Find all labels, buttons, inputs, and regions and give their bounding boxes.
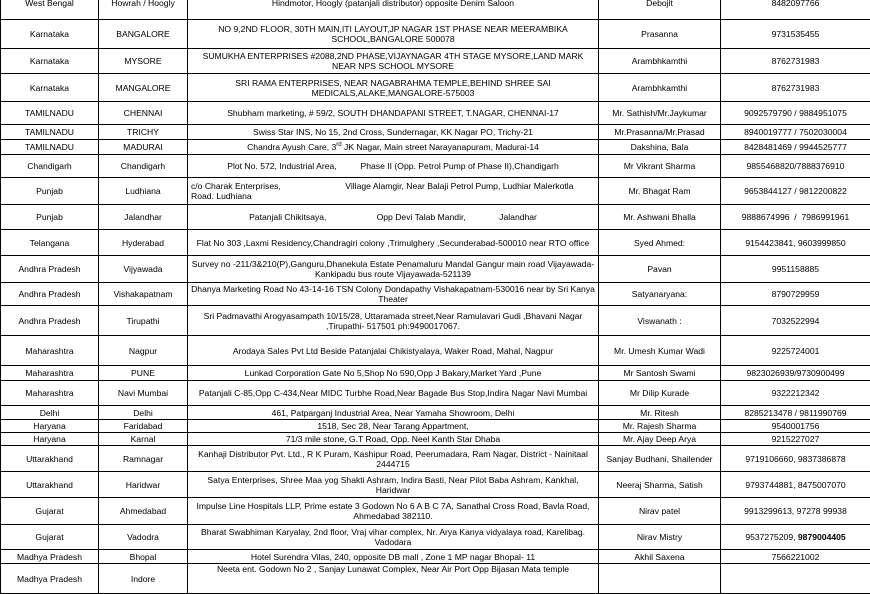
contact-cell: Viswanath : [599, 306, 721, 336]
address-cell: Neeta ent. Godown No 2 , Sanjay Lunawat Complex, Near Air Port Opp Bijasan Mata temple [188, 564, 599, 594]
address-cell: c/o Charak Enterprises, Village Alamgir, Near Balaji Petrol Pump, Ludhiar Malerkotla Road. Ludhiana [188, 178, 599, 205]
city-cell: PUNE [99, 366, 188, 381]
contact-cell: Mr Vikrant Sharma [599, 155, 721, 178]
state-cell: TAMILNADU [1, 102, 99, 125]
contact-cell: Nirav Mistry [599, 525, 721, 550]
address-cell: NO 9,2ND FLOOR, 30TH MAIN,ITI LAYOUT,JP NAGAR 1ST PHASE NEAR MEERAMBIKA SCHOOL,BANGALORE 500078 [188, 20, 599, 49]
table-row [1, 381, 870, 406]
city-cell: MANGALORE [99, 74, 188, 102]
table-row [1, 74, 870, 102]
phone-cell: 9225724001 [721, 336, 870, 366]
contact-cell: Arambhkamthi [599, 74, 721, 102]
address-cell: Flat No 303 ,Laxmi Residency,Chandragiri colony ,Trimulghery ,Secunderabad-500010 near RTO office [188, 230, 599, 256]
address-cell: Survey no -211/3&210(P),Ganguru,Dhanekula Estate Penamaluru Mandal Gangur main road Vijayawada-Kankipadu bus route Vijayawada-521139 [188, 256, 599, 283]
address-text: Chandra Ayush Care, 3 [247, 142, 336, 152]
address-cell: SRI RAMA ENTERPRISES, NEAR NAGABRAHMA TEMPLE,BEHIND SHREE SAI MEDICALS,ALAKE,MANGALORE-575003 [188, 74, 599, 102]
table-row [1, 256, 870, 283]
phone-cell: 7032522994 [721, 306, 870, 336]
contact-cell: Mr. Rajesh Sharma [599, 420, 721, 433]
state-cell: Chandigarh [1, 155, 99, 178]
state-cell: Madhya Pradesh [1, 550, 99, 564]
city-cell: CHENNAI [99, 102, 188, 125]
table-row [1, 49, 870, 74]
phone-text: 9537275209, [745, 532, 798, 542]
state-cell: TAMILNADU [1, 125, 99, 140]
state-cell: Karnataka [1, 20, 99, 49]
contact-cell: Mr. Ashwani Bhalla [599, 205, 721, 230]
state-cell: Delhi [1, 406, 99, 420]
city-cell: Haridwar [99, 472, 188, 498]
address-text: JK Nagar, Main street Narayanapuram, Madurai-14 [342, 142, 539, 152]
phone-cell: 8428481469 / 9944525777 [721, 140, 870, 155]
city-cell: Howrah / Hoogly [99, 0, 188, 20]
state-cell: Telangana [1, 230, 99, 256]
contact-cell: Arambhkamthi [599, 49, 721, 74]
city-cell: MYSORE [99, 49, 188, 74]
contact-cell: Mr Dilip Kurade [599, 381, 721, 406]
phone-cell: 8482097766 [721, 0, 870, 20]
address-cell: Patanjali C-85,Opp C-434,Near MIDC Turbhe Road,Near Bagade Bus Stop,Indira Nagar Navi Mumbai [188, 381, 599, 406]
address-cell: SUMUKHA ENTERPRISES #2088,2ND PHASE,VIJAYNAGAR 4TH STAGE MYSORE,LAND MARK NEAR NPS SCHOOL MYSORE [188, 49, 599, 74]
table-row [1, 230, 870, 256]
address-cell: Arodaya Sales Pvt Ltd Beside Patanjalai Chikistyalaya, Waker Road, Mahal, Nagpur [188, 336, 599, 366]
city-cell: Ahmedabad [99, 498, 188, 525]
phone-cell: 9793744881, 8475007070 [721, 472, 870, 498]
table-row [1, 178, 870, 205]
phone-cell: 9322212342 [721, 381, 870, 406]
table-row [1, 205, 870, 230]
contact-cell: Sanjay Budhani, Shailender [599, 446, 721, 472]
table-row [1, 140, 870, 155]
address-cell: Hindmotor, Hoogly (patanjali distributor) opposite Denim Saloon [188, 0, 599, 20]
city-cell: Ramnagar [99, 446, 188, 472]
contact-cell: Mr. Ritesh [599, 406, 721, 420]
state-cell: Punjab [1, 178, 99, 205]
phone-cell: 9653844127 / 9812200822 [721, 178, 870, 205]
city-cell: Nagpur [99, 336, 188, 366]
state-cell: Uttarakhand [1, 446, 99, 472]
city-cell: Karnal [99, 433, 188, 446]
table-row [1, 564, 870, 594]
address-cell: 71/3 mile stone, G.T Road, Opp. Neel Kanth Star Dhaba [188, 433, 599, 446]
phone-cell: 9913299613, 97278 99938 [721, 498, 870, 525]
contact-cell: Dakshina, Bala [599, 140, 721, 155]
contact-cell: Mr. Bhagat Ram [599, 178, 721, 205]
contact-cell: Pavan [599, 256, 721, 283]
contact-cell: Debojit [599, 0, 721, 20]
table-row [1, 406, 870, 420]
phone-cell: 8285213478 / 9811990769 [721, 406, 870, 420]
city-cell: TRICHY [99, 125, 188, 140]
phone-cell: 9215227027 [721, 433, 870, 446]
contact-cell: Neeraj Sharma, Satish [599, 472, 721, 498]
table-row [1, 525, 870, 550]
table-row [1, 472, 870, 498]
contact-cell: Syed Ahmed: [599, 230, 721, 256]
table-row [1, 336, 870, 366]
table-row [1, 20, 870, 49]
state-cell: Madhya Pradesh [1, 564, 99, 594]
city-cell: Vishakapatnam [99, 283, 188, 306]
contact-cell: Akhil Saxena [599, 550, 721, 564]
city-cell: Tirupathi [99, 306, 188, 336]
table-row [1, 125, 870, 140]
address-cell: 1518, Sec 28, Near Tarang Appartment, [188, 420, 599, 433]
contact-cell: Mr Santosh Swami [599, 366, 721, 381]
state-cell: Punjab [1, 205, 99, 230]
state-cell: Gujarat [1, 498, 99, 525]
address-cell: Shubham marketing, # 59/2, SOUTH DHANDAPANI STREET, T.NAGAR, CHENNAI-17 [188, 102, 599, 125]
city-cell: Chandigarh [99, 155, 188, 178]
contact-cell [599, 564, 721, 594]
phone-cell: 7566221002 [721, 550, 870, 564]
address-cell: Lunkad Corporation Gate No 5,Shop No 590,Opp J Bakary,Market Yard ,Pune [188, 366, 599, 381]
phone-cell: 8940019777 / 7502030004 [721, 125, 870, 140]
city-cell: Navi Mumbai [99, 381, 188, 406]
state-cell: Andhra Pradesh [1, 256, 99, 283]
address-cell: Hotel Surendra Vilas, 240, opposite DB mall , Zone 1 MP nagar Bhopal- 11 [188, 550, 599, 564]
state-cell: TAMILNADU [1, 140, 99, 155]
phone-cell: 9731535455 [721, 20, 870, 49]
phone-cell [721, 564, 870, 594]
address-cell: Swiss Star INS, No 15, 2nd Cross, Sundernagar, KK Nagar PO, Trichy-21 [188, 125, 599, 140]
city-cell: Bhopal [99, 550, 188, 564]
city-cell: BANGALORE [99, 20, 188, 49]
table-row [1, 498, 870, 525]
city-cell: Delhi [99, 406, 188, 420]
phone-text-bold: 9879004405 [798, 532, 846, 542]
phone-cell: 9154423841, 9603999850 [721, 230, 870, 256]
address-cell: Impulse Line Hospitals LLP, Prime estate 3 Godown No 6 A B C 7A, Sanathal Cross Road, Bavla Road, Ahmedabad 382110. [188, 498, 599, 525]
table-row [1, 306, 870, 336]
phone-cell [721, 525, 870, 550]
address-cell: Plot No. 572, Industrial Area, Phase II (Opp. Petrol Pump of Phase II),Chandigarh [188, 155, 599, 178]
phone-cell: 9823026939/9730900499 [721, 366, 870, 381]
address-cell: Dhanya Marketing Road No 43-14-16 TSN Colony Dondapathy Vishakapatnam-530016 near by Sri Kanya Theater [188, 283, 599, 306]
phone-cell: 9092579790 / 9884951075 [721, 102, 870, 125]
address-cell: 461, Patparganj Industrial Area, Near Yamaha Showroom, Delhi [188, 406, 599, 420]
table-row [1, 366, 870, 381]
state-cell: Maharashtra [1, 336, 99, 366]
city-cell: Jalandhar [99, 205, 188, 230]
contact-cell: Mr. Sathish/Mr.Jaykumar [599, 102, 721, 125]
phone-cell: 9540001756 [721, 420, 870, 433]
address-cell: Patanjali Chikitsaya, Opp Devi Talab Mandir, Jalandhar [188, 205, 599, 230]
state-cell: Maharashtra [1, 381, 99, 406]
state-cell: Karnataka [1, 49, 99, 74]
contact-cell: Mr. Umesh Kumar Wadi [599, 336, 721, 366]
state-cell: Gujarat [1, 525, 99, 550]
phone-cell: 9951158885 [721, 256, 870, 283]
phone-cell: 9855468820/7888376910 [721, 155, 870, 178]
phone-cell: 8762731983 [721, 49, 870, 74]
city-cell: Vadodra [99, 525, 188, 550]
table-row [1, 102, 870, 125]
state-cell: Maharashtra [1, 366, 99, 381]
phone-cell: 8790729959 [721, 283, 870, 306]
table-row [1, 283, 870, 306]
state-cell: Andhra Pradesh [1, 283, 99, 306]
state-cell: Andhra Pradesh [1, 306, 99, 336]
table-row [1, 550, 870, 564]
contact-cell: Nirav patel [599, 498, 721, 525]
address-superscript: rd [336, 142, 341, 148]
city-cell: Vijyawada [99, 256, 188, 283]
contact-cell: Mr.Prasanna/Mr.Prasad [599, 125, 721, 140]
address-cell [188, 140, 599, 155]
state-cell: Uttarakhand [1, 472, 99, 498]
address-cell: Sri Padmavathi Arogyasampath 10/15/28, Uttaramada street,Near Ramulavari Gudi ,Bhavani Nagar ,Tirupathi- 517501 ph:9490017067. [188, 306, 599, 336]
city-cell: Ludhiana [99, 178, 188, 205]
city-cell: Hyderabad [99, 230, 188, 256]
phone-cell: 9888674996 / 7986991961 [721, 205, 870, 230]
state-cell: Karnataka [1, 74, 99, 102]
phone-cell: 9719106660, 9837386878 [721, 446, 870, 472]
address-cell: Satya Enterprises, Shree Maa yog Shakti Ashram, Indira Basti, Near Pilot Baba Ashram, Kankhal, Haridwar [188, 472, 599, 498]
state-cell: Haryana [1, 433, 99, 446]
table-row [1, 420, 870, 433]
phone-cell: 8762731983 [721, 74, 870, 102]
address-cell: Kanhaji Distributor Pvt. Ltd., R K Puram, Kashipur Road, Peerumadara, Ram Nagar, District - Nainitaal 2444715 [188, 446, 599, 472]
city-cell: MADURAI [99, 140, 188, 155]
address-cell: Bharat Swabhiman Karyalay, 2nd floor, Vraj vihar complex, Nr. Arya Kanya vidyalaya road, Karelibag. Vadodara [188, 525, 599, 550]
state-cell: Haryana [1, 420, 99, 433]
table-row [1, 433, 870, 446]
state-cell: West Bengal [1, 0, 99, 20]
contact-cell: Mr. Ajay Deep Arya [599, 433, 721, 446]
city-cell: Faridabad [99, 420, 188, 433]
table-row [1, 0, 870, 20]
city-cell: Indore [99, 564, 188, 594]
table-row [1, 446, 870, 472]
contact-cell: Satyanaryana: [599, 283, 721, 306]
table-row [1, 155, 870, 178]
contact-cell: Prasanna [599, 20, 721, 49]
